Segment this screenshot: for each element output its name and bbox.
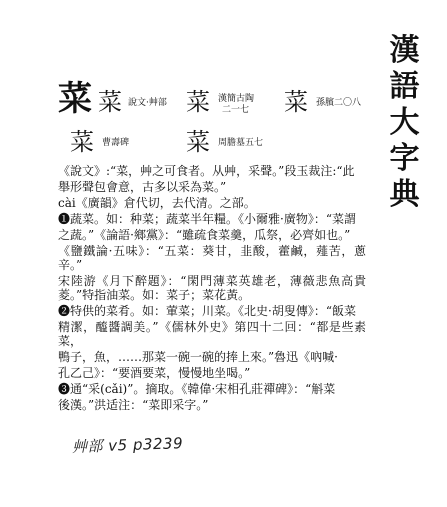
- title-char-3: 大: [389, 105, 421, 140]
- title-char-4: 字: [389, 141, 421, 176]
- variant-glyph-4: 菜: [70, 128, 94, 156]
- variant-glyph-2: 菜: [186, 88, 210, 116]
- body-line-9: 精潔，醯醬調美。”《儒林外史》第四十二回：“都是些素菜，: [58, 320, 366, 348]
- entry-header: [58, 74, 378, 174]
- body-line-2: 舉形聲包會意，古多以采為菜。”: [58, 180, 227, 194]
- entry-body: [58, 164, 366, 414]
- variant-glyph-5-label: 周膽墓五七: [218, 138, 264, 148]
- title-char-5: 典: [389, 177, 421, 212]
- title-char-2: 語: [389, 69, 421, 104]
- body-line-7: 宋陸游《月下醉題》：“閑門薄菜英雄老，薄薇悲魚高貴菱。”特指油菜。如：菜子；菜花黃。: [58, 274, 366, 302]
- variant-glyph-1-label: 說文·艸部: [128, 98, 167, 108]
- variant-glyph-3-label: 孫臏二〇八: [316, 98, 362, 108]
- body-line-10: 鴨子，魚，……那菜一碗一碗的捧上來。”魯迅《吶喊·: [58, 350, 338, 364]
- headword-character: 菜: [58, 79, 92, 119]
- body-line-12: ❸通“采(cǎi)”。摘取。《韓偉·宋相孔莊禪碑》：“斛菜: [58, 382, 336, 396]
- body-line-6: 《鹽鐵論·五味》：“五菜：葵甘，韭酸，藿鹹，薤苦，蔥辛。”: [58, 244, 366, 272]
- variant-glyph-5: 菜: [186, 128, 210, 156]
- body-line-8: ❷特供的菜肴。如：葷菜；川菜。《北史·胡叟傳》：“飯菜: [58, 304, 356, 318]
- variant-glyph-3: 菜: [284, 88, 308, 116]
- body-line-1: 《說文》:“菜，艸之可食者。从艸，采聲。”段玉裁注:“此: [58, 164, 355, 178]
- handwritten-note: 艸部 v5 p3239: [71, 434, 184, 456]
- body-line-11: 孔乙己》：“要酒要菜，慢慢地坐喝。”: [58, 366, 251, 380]
- body-line-4: ❶蔬菜。如：种菜；蔬菜半年糧。《小爾雅·廣物》：“菜謂: [58, 212, 356, 226]
- title-char-1: 漢: [389, 33, 421, 68]
- body-line-5: 之蔬。”《論語·鄉黨》：“雖疏食菜羹，瓜祭，必齊如也。”: [58, 228, 351, 242]
- body-line-3: cài《廣韻》倉代切，去代清。之部。: [58, 196, 256, 210]
- variant-glyph-1: 菜: [98, 88, 122, 116]
- variant-glyph-4-label: 曹壽碑: [102, 138, 130, 148]
- variant-glyph-2-label: 漢簡古陶: [218, 94, 255, 104]
- body-line-13: 後漢。”洪适注：“菜即采字。”: [58, 398, 209, 412]
- dictionary-title: [386, 33, 424, 212]
- variant-glyph-2-number: 二一七: [222, 105, 250, 115]
